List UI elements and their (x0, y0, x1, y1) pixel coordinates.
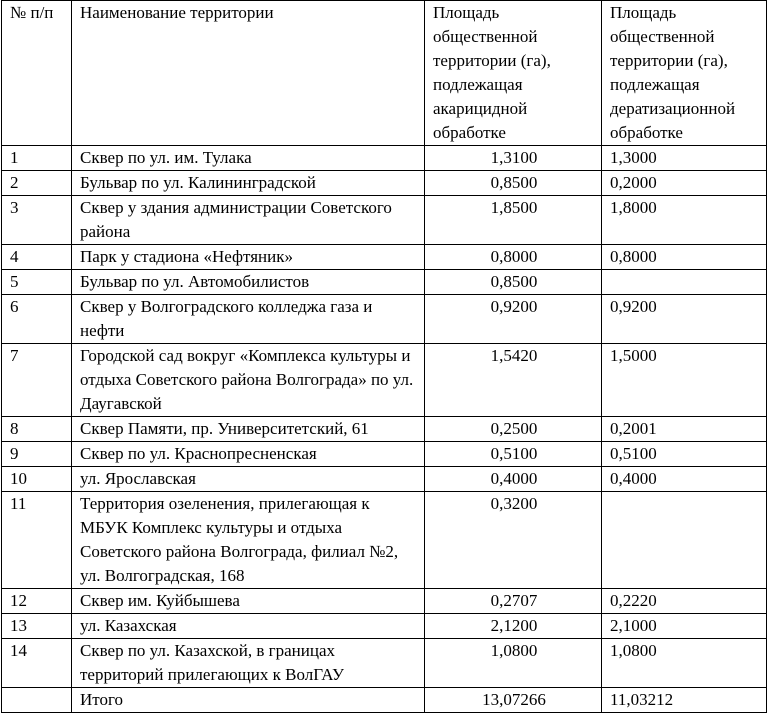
row-name: ул. Казахская (72, 614, 425, 639)
table-row (2, 196, 767, 245)
total-deratization: 11,03212 (602, 688, 767, 713)
table-row (2, 171, 767, 196)
table-row (2, 146, 767, 171)
table-row (2, 417, 767, 442)
row-deratization: 0,2000 (602, 171, 767, 196)
row-name: Сквер по ул. им. Тулака (72, 146, 425, 171)
row-name: ул. Ярославская (72, 467, 425, 492)
row-num: 8 (2, 417, 72, 442)
row-num: 2 (2, 171, 72, 196)
header-acaricide: Площадь общественной территории (га), подлежащая акарицидной обработке (425, 1, 602, 146)
total-label: Итого (72, 688, 425, 713)
table-row (2, 467, 767, 492)
row-name: Городской сад вокруг «Комплекса культуры и отдыха Советского района Волгограда» по ул. Даугавской (72, 344, 425, 417)
row-name: Бульвар по ул. Калининградской (72, 171, 425, 196)
table-row (2, 442, 767, 467)
row-acaricide: 0,3200 (425, 492, 602, 589)
row-deratization: 0,4000 (602, 467, 767, 492)
header-name: Наименование территории (72, 1, 425, 146)
table-row (2, 589, 767, 614)
row-name: Сквер им. Куйбышева (72, 589, 425, 614)
row-acaricide: 1,5420 (425, 344, 602, 417)
table-row (2, 344, 767, 417)
row-num: 1 (2, 146, 72, 171)
table-row (2, 295, 767, 344)
row-acaricide: 0,5100 (425, 442, 602, 467)
row-deratization: 0,9200 (602, 295, 767, 344)
row-acaricide: 2,1200 (425, 614, 602, 639)
row-name: Бульвар по ул. Автомобилистов (72, 270, 425, 295)
row-num: 9 (2, 442, 72, 467)
row-num: 5 (2, 270, 72, 295)
row-num: 10 (2, 467, 72, 492)
row-name: Сквер у здания администрации Советского района (72, 196, 425, 245)
table-row (2, 614, 767, 639)
header-row (2, 1, 767, 146)
total-num (2, 688, 72, 713)
row-num: 11 (2, 492, 72, 589)
row-num: 3 (2, 196, 72, 245)
row-acaricide: 0,8000 (425, 245, 602, 270)
row-name: Сквер у Волгоградского колледжа газа и нефти (72, 295, 425, 344)
row-deratization: 0,5100 (602, 442, 767, 467)
row-deratization (602, 270, 767, 295)
row-num: 14 (2, 639, 72, 688)
row-acaricide: 1,3100 (425, 146, 602, 171)
row-num: 12 (2, 589, 72, 614)
row-name: Парк у стадиона «Нефтяник» (72, 245, 425, 270)
header-num: № п/п (2, 1, 72, 146)
row-deratization: 1,3000 (602, 146, 767, 171)
row-name: Сквер по ул. Краснопресненская (72, 442, 425, 467)
row-acaricide: 0,9200 (425, 295, 602, 344)
row-deratization: 0,2220 (602, 589, 767, 614)
row-deratization: 2,1000 (602, 614, 767, 639)
table-row (2, 245, 767, 270)
table-body (2, 1, 767, 713)
row-deratization: 0,2001 (602, 417, 767, 442)
row-num: 6 (2, 295, 72, 344)
row-num: 7 (2, 344, 72, 417)
row-acaricide: 1,8500 (425, 196, 602, 245)
row-acaricide: 0,8500 (425, 270, 602, 295)
row-acaricide: 1,0800 (425, 639, 602, 688)
total-row (2, 688, 767, 713)
row-deratization: 1,8000 (602, 196, 767, 245)
row-name: Сквер Памяти, пр. Университетский, 61 (72, 417, 425, 442)
row-deratization (602, 492, 767, 589)
row-num: 4 (2, 245, 72, 270)
row-acaricide: 0,2500 (425, 417, 602, 442)
territory-table (1, 0, 767, 713)
table-row (2, 270, 767, 295)
row-name: Территория озеленения, прилегающая к МБУК Комплекс культуры и отдыха Советского района Волгограда, филиал №2, ул. Волгоградская, 168 (72, 492, 425, 589)
table-row (2, 492, 767, 589)
row-deratization: 1,0800 (602, 639, 767, 688)
row-acaricide: 0,2707 (425, 589, 602, 614)
row-deratization: 0,8000 (602, 245, 767, 270)
row-deratization: 1,5000 (602, 344, 767, 417)
header-deratization: Площадь общественной территории (га), подлежащая дератизационной обработке (602, 1, 767, 146)
row-acaricide: 0,4000 (425, 467, 602, 492)
row-num: 13 (2, 614, 72, 639)
row-acaricide: 0,8500 (425, 171, 602, 196)
row-name: Сквер по ул. Казахской, в границах территорий прилегающих к ВолГАУ (72, 639, 425, 688)
table-row (2, 639, 767, 688)
total-acaricide: 13,07266 (425, 688, 602, 713)
